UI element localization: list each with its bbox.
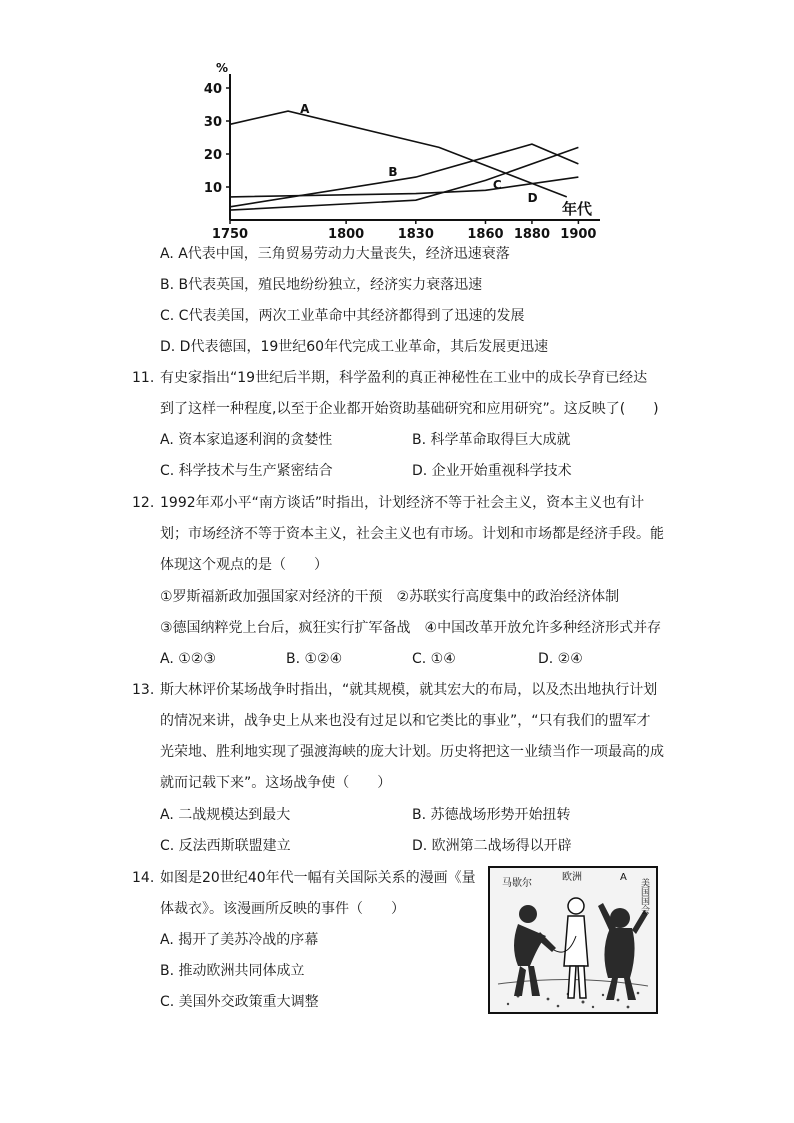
y-axis-label: % <box>216 61 229 75</box>
x-tick-label: 1830 <box>397 227 434 240</box>
q11-option-c[interactable]: C. 科学技术与生产紧密结合 <box>160 463 333 479</box>
q12-option-a[interactable]: A. ①②③ <box>160 651 216 667</box>
q10-option-b[interactable]: B. B代表英国，殖民地纷纷独立，经济实力衰落迅速 <box>160 277 483 293</box>
cartoon-label-europe: 欧洲 <box>562 872 582 883</box>
q10-option-d[interactable]: D. D代表德国，19世纪60年代完成工业革命，其后发展更迅速 <box>160 339 549 355</box>
q14-number: 14. <box>132 870 155 886</box>
q10-option-c[interactable]: C. C代表美国，两次工业革命中其经济都得到了迅速的发展 <box>160 308 525 324</box>
y-tick-label: 40 <box>203 82 222 97</box>
x-tick-label: 1900 <box>560 227 597 240</box>
q12-stem-line-3: 体现这个观点的是（ ） <box>160 557 328 573</box>
q11-stem-line-2: 到了这样一种程度,以至于企业都开始资助基础研究和应用研究”。这反映了( ) <box>160 401 659 417</box>
q12-option-b[interactable]: B. ①②④ <box>286 651 343 667</box>
x-tick-label: 1860 <box>467 227 504 240</box>
y-tick-label: 10 <box>203 181 222 196</box>
x-axis-label: 年代 <box>562 200 593 218</box>
q13-stem-line-3: 光荣地、胜利地实现了强渡海峡的庞大计划。历史将把这一业绩当作一项最高的成 <box>160 744 664 760</box>
q13-option-d[interactable]: D. 欧洲第二战场得以开辟 <box>412 838 572 854</box>
q12-option-c[interactable]: C. ①④ <box>412 651 456 667</box>
q12-number: 12. <box>132 495 155 511</box>
q14-option-c[interactable]: C. 美国外交政策重大调整 <box>160 994 319 1010</box>
q13-stem-line-4: 就而记载下来”。这场战争使（ ） <box>160 775 392 791</box>
q13-number: 13. <box>132 682 155 698</box>
series-label-a: A <box>300 102 310 117</box>
series-label-b: B <box>388 164 398 179</box>
series-line-a <box>230 111 567 197</box>
y-tick-label: 30 <box>203 115 222 130</box>
y-tick-label: 20 <box>203 148 222 163</box>
q12-item-line-1: ①罗斯福新政加强国家对经济的干预 ②苏联实行高度集中的政治经济体制 <box>160 589 620 605</box>
series-line-b <box>230 144 578 207</box>
series-line-d <box>230 177 578 197</box>
q13-option-b[interactable]: B. 苏德战场形势开始扭转 <box>412 807 571 823</box>
q14-option-a[interactable]: A. 揭开了美苏冷战的序幕 <box>160 932 319 948</box>
q11-stem-line-1: 有史家指出“19世纪后半期，科学盈利的真正神秘性在工业中的成长孕育已经达 <box>160 370 648 386</box>
q11-option-a[interactable]: A. 资本家追逐利润的贪婪性 <box>160 432 333 448</box>
q13-stem-line-1: 斯大林评价某场战争时指出，“就其规模，就其宏大的布局，以及杰出地执行计划 <box>160 682 658 698</box>
q12-stem-line-2: 划；市场经济不等于资本主义，社会主义也有市场。计划和市场都是经济手段。能 <box>160 526 664 542</box>
cartoon-label-marshall: 马歇尔 <box>502 878 532 889</box>
q11-number: 11. <box>132 370 155 386</box>
x-tick-label: 1800 <box>328 227 365 240</box>
q13-stem-line-2: 的情况来讲，战争史上从来也没有过足以和它类比的事业”，“只有我们的盟军才 <box>160 713 651 729</box>
q14-stem-line-1: 如图是20世纪40年代一幅有关国际关系的漫画《量 <box>160 870 476 886</box>
cartoon-label-congress: 美国国会 <box>639 878 649 914</box>
x-tick-label: 1750 <box>211 227 249 240</box>
q14-stem-line-2: 体裁衣》。该漫画所反映的事件（ ） <box>160 901 405 917</box>
series-label-c: C <box>492 178 502 192</box>
q12-stem-line-1: 1992年邓小平“南方谈话”时指出，计划经济不等于社会主义，资本主义也有计 <box>160 495 645 511</box>
q11-option-b[interactable]: B. 科学革命取得巨大成就 <box>412 432 571 448</box>
q12-item-line-2: ③德国纳粹党上台后，疯狂实行扩军备战 ④中国改革开放允许多种经济形式并存 <box>160 620 662 636</box>
q10-option-a[interactable]: A. A代表中国，三角贸易劳动力大量丧失，经济迅速衰落 <box>160 246 510 262</box>
cartoon-label-a: A <box>620 872 627 883</box>
cartoon-image <box>488 866 658 1014</box>
q11-option-d[interactable]: D. 企业开始重视科学技术 <box>412 463 572 479</box>
q13-option-c[interactable]: C. 反法西斯联盟建立 <box>160 838 291 854</box>
q13-option-a[interactable]: A. 二战规模达到最大 <box>160 807 291 823</box>
line-chart <box>190 60 610 240</box>
q14-option-b[interactable]: B. 推动欧洲共同体成立 <box>160 963 305 979</box>
x-tick-label: 1880 <box>513 227 551 240</box>
series-label-d: D <box>527 191 538 206</box>
q12-option-d[interactable]: D. ②④ <box>538 651 583 667</box>
